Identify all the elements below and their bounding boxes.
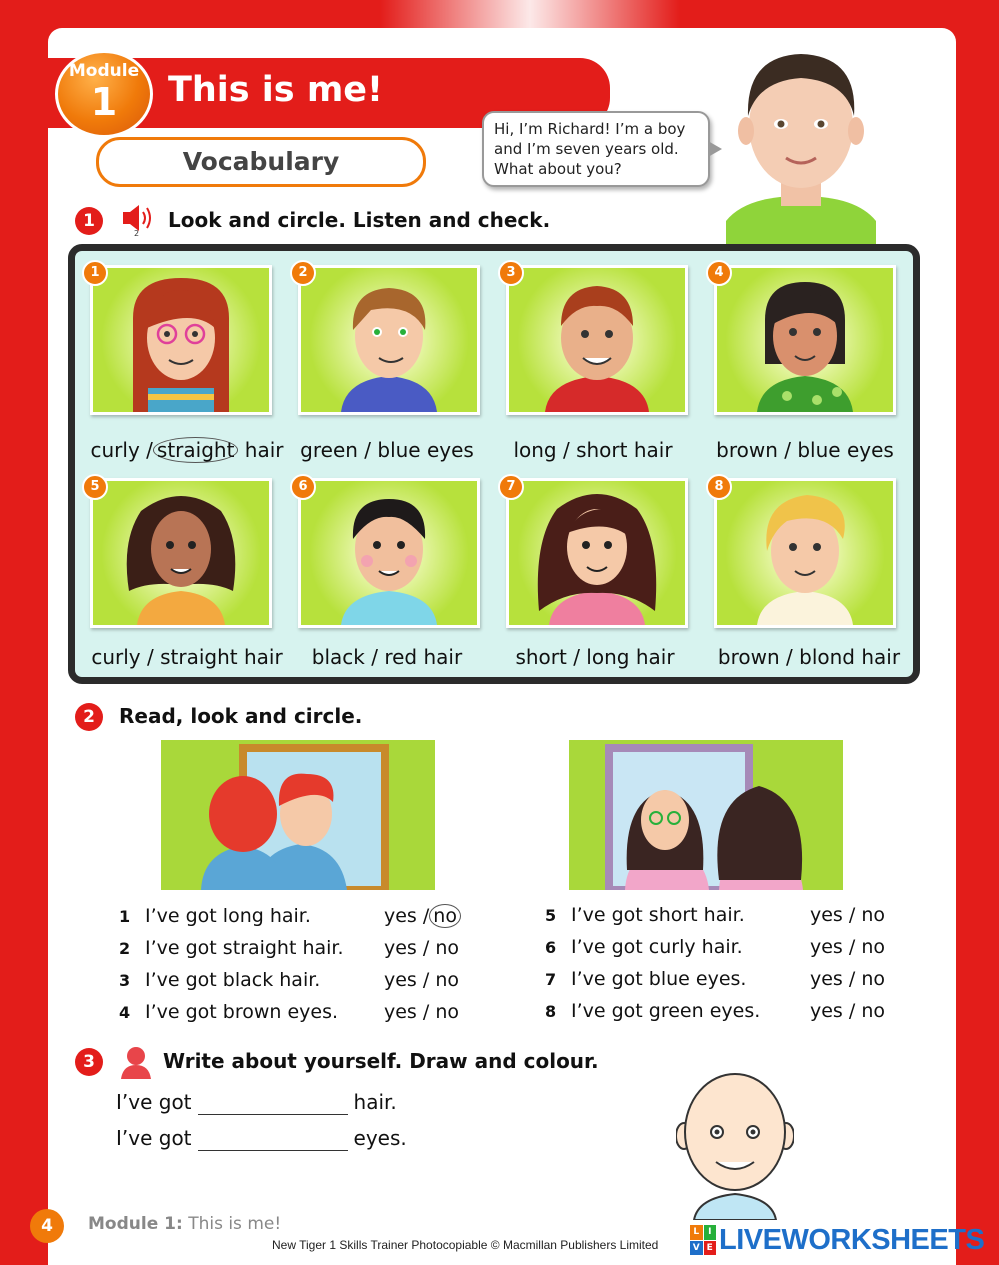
- no-option[interactable]: no: [861, 936, 885, 958]
- page-title: This is me!: [168, 70, 383, 110]
- no-option[interactable]: no: [435, 1001, 459, 1023]
- option-b-circled[interactable]: straight: [153, 437, 239, 463]
- speech-bubble: Hi, I’m Richard! I’m a boy and I’m seven years old. What about you?: [482, 111, 710, 187]
- drawing-template-face[interactable]: [676, 1070, 794, 1220]
- picture-3-number: 3: [498, 260, 524, 286]
- line-prefix: I’ve got: [116, 1090, 192, 1114]
- caption-noun: hair: [633, 438, 673, 462]
- yes-option[interactable]: yes: [384, 1001, 417, 1023]
- question-text: I’ve got black hair.: [145, 969, 321, 991]
- question-1: [119, 905, 311, 927]
- yes-option[interactable]: yes: [810, 1000, 843, 1022]
- answer-6: yes / no: [810, 936, 885, 958]
- caption-noun: hair: [861, 645, 901, 669]
- option-b[interactable]: short: [576, 438, 628, 462]
- question-number: 3: [119, 971, 131, 990]
- option-a[interactable]: black: [311, 645, 365, 669]
- caption-8: brown / blond hair: [717, 645, 901, 669]
- exercise-3-number: 3: [75, 1048, 103, 1076]
- yes-option[interactable]: yes: [810, 904, 843, 926]
- footer-module-label: Module 1:: [88, 1214, 183, 1234]
- picture-1-number: 1: [82, 260, 108, 286]
- option-a[interactable]: brown: [717, 645, 780, 669]
- question-number: 8: [545, 1002, 557, 1021]
- question-7: [545, 968, 746, 990]
- answer-2: yes / no: [384, 937, 459, 959]
- exercise-1-number: 1: [75, 207, 103, 235]
- caption-4: brown / blue eyes: [716, 438, 894, 462]
- question-number: 6: [545, 938, 557, 957]
- caption-6: black / red hair: [311, 645, 463, 669]
- eyes-answer-blank[interactable]: [198, 1126, 348, 1151]
- picture-6-number: 6: [290, 474, 316, 500]
- picture-4-number: 4: [706, 260, 732, 286]
- picture-6: [298, 478, 480, 628]
- question-8: [545, 1000, 760, 1022]
- mirror-scene-girl: [569, 740, 843, 890]
- exercise-2-number: 2: [75, 703, 103, 731]
- question-number: 2: [119, 939, 131, 958]
- option-b[interactable]: straight: [160, 645, 238, 669]
- option-b[interactable]: long: [586, 645, 630, 669]
- no-option[interactable]: no: [861, 904, 885, 926]
- picture-7: [506, 478, 688, 628]
- caption-noun: hair: [243, 645, 283, 669]
- picture-4: [714, 265, 896, 415]
- footer-module-title: This is me!: [188, 1214, 282, 1234]
- module-number: 1: [90, 80, 118, 124]
- picture-7-number: 7: [498, 474, 524, 500]
- picture-2-number: 2: [290, 260, 316, 286]
- caption-noun: hair: [635, 645, 675, 669]
- answer-3: yes / no: [384, 969, 459, 991]
- question-5: [545, 904, 745, 926]
- picture-1: [90, 265, 272, 415]
- answer-1: yes / no: [384, 905, 461, 927]
- caption-noun: hair: [244, 438, 284, 462]
- question-2: [119, 937, 344, 959]
- picture-5: [90, 478, 272, 628]
- caption-1: curly / straight hair: [90, 438, 284, 462]
- line-suffix: eyes.: [353, 1126, 407, 1150]
- option-a[interactable]: curly: [91, 645, 141, 669]
- write-line-hair: [116, 1090, 397, 1115]
- no-option[interactable]: no: [861, 1000, 885, 1022]
- option-b[interactable]: red: [384, 645, 418, 669]
- yes-option[interactable]: yes: [810, 968, 843, 990]
- question-text: I’ve got blue eyes.: [571, 968, 747, 990]
- yes-option[interactable]: yes: [810, 936, 843, 958]
- question-text: I’ve got brown eyes.: [145, 1001, 339, 1023]
- yes-option[interactable]: yes: [384, 937, 417, 959]
- line-suffix: hair.: [353, 1090, 397, 1114]
- caption-noun: eyes: [846, 438, 894, 462]
- question-number: 7: [545, 970, 557, 989]
- question-6: [545, 936, 743, 958]
- answer-8: yes / no: [810, 1000, 885, 1022]
- top-glow: [380, 0, 680, 28]
- option-b[interactable]: blue: [377, 438, 421, 462]
- write-line-eyes: [116, 1126, 407, 1151]
- yes-option[interactable]: yes: [384, 905, 417, 927]
- liveworksheets-logo[interactable]: [690, 1224, 984, 1256]
- question-number: 1: [119, 907, 131, 926]
- picture-8: [714, 478, 896, 628]
- hair-answer-blank[interactable]: [198, 1090, 348, 1115]
- question-text: I’ve got long hair.: [145, 905, 311, 927]
- picture-2: [298, 265, 480, 415]
- exercise-2-instruction: Read, look and circle.: [119, 704, 363, 728]
- no-option[interactable]: no: [435, 937, 459, 959]
- answer-5: yes / no: [810, 904, 885, 926]
- no-option[interactable]: no: [435, 969, 459, 991]
- picture-3: [506, 265, 688, 415]
- section-label: Vocabulary: [96, 137, 426, 187]
- answer-7: yes / no: [810, 968, 885, 990]
- option-a[interactable]: curly: [90, 438, 140, 462]
- caption-noun: eyes: [426, 438, 474, 462]
- liveworksheets-logo-icon: L I V E: [690, 1225, 716, 1255]
- caption-noun: hair: [423, 645, 463, 669]
- richard-photo: [726, 36, 876, 246]
- option-a[interactable]: brown: [716, 438, 778, 462]
- question-text: I’ve got straight hair.: [145, 937, 344, 959]
- question-text: I’ve got short hair.: [571, 904, 745, 926]
- option-a[interactable]: long: [513, 438, 557, 462]
- no-option[interactable]: no: [861, 968, 885, 990]
- caption-5: curly / straight hair: [91, 645, 283, 669]
- liveworksheets-brand: LIVEWORKSHEETS: [719, 1223, 985, 1256]
- yes-option[interactable]: yes: [384, 969, 417, 991]
- caption-3: long / short hair: [513, 438, 673, 462]
- answer-4: yes / no: [384, 1001, 459, 1023]
- no-option-circled[interactable]: no: [429, 904, 461, 928]
- option-b[interactable]: blue: [797, 438, 841, 462]
- page-number: 4: [30, 1209, 64, 1243]
- question-text: I’ve got curly hair.: [571, 936, 743, 958]
- question-text: I’ve got green eyes.: [571, 1000, 761, 1022]
- exercise-1-instruction: Look and circle. Listen and check.: [168, 208, 551, 232]
- line-prefix: I’ve got: [116, 1126, 192, 1150]
- question-3: [119, 969, 320, 991]
- question-number: 5: [545, 906, 557, 925]
- option-a[interactable]: green: [300, 438, 358, 462]
- option-a[interactable]: short: [515, 645, 567, 669]
- option-b[interactable]: blond: [799, 645, 855, 669]
- picture-5-number: 5: [82, 474, 108, 500]
- module-word: Module: [68, 61, 140, 81]
- person-icon: [119, 1045, 153, 1079]
- module-badge: [55, 50, 153, 138]
- question-number: 4: [119, 1003, 131, 1022]
- mirror-scene-boy: [161, 740, 435, 890]
- audio-track-number: 2: [134, 229, 140, 238]
- caption-2: green / blue eyes: [300, 438, 474, 462]
- caption-7: short / long hair: [515, 645, 675, 669]
- picture-8-number: 8: [706, 474, 732, 500]
- exercise-3-instruction: Write about yourself. Draw and colour.: [163, 1049, 599, 1073]
- question-4: [119, 1001, 338, 1023]
- copyright-line: New Tiger 1 Skills Trainer Photocopiable © Macmillan Publishers Limited: [272, 1238, 659, 1252]
- footer-module: [88, 1214, 281, 1234]
